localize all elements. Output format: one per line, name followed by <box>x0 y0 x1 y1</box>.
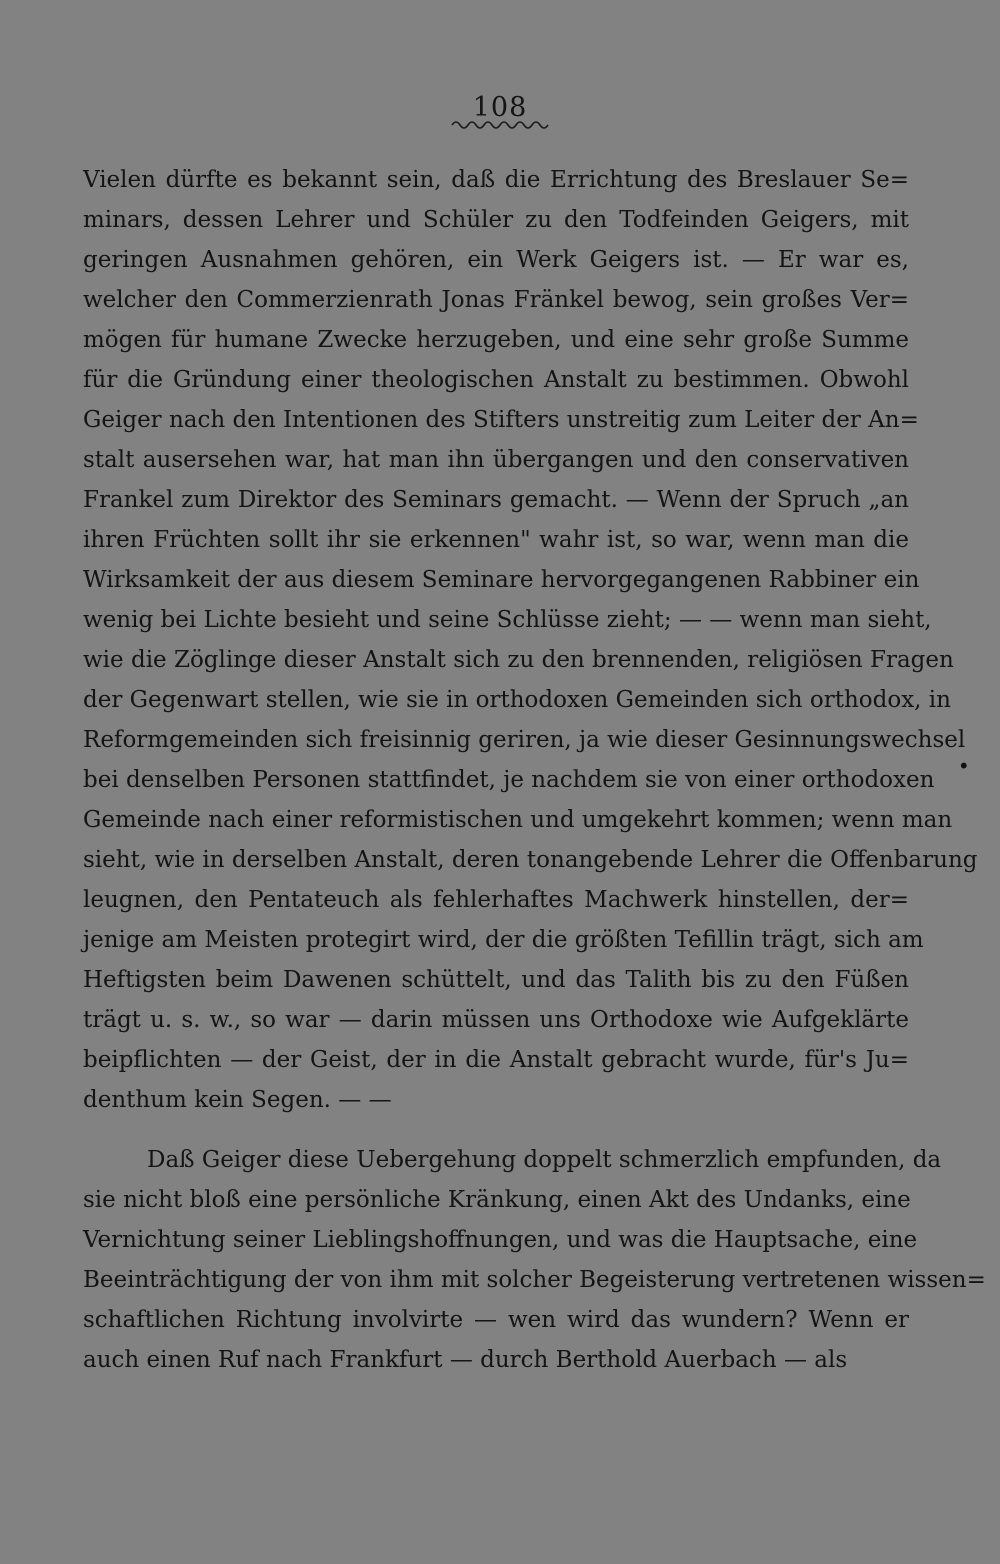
wavy-ornament-icon <box>450 118 552 132</box>
text-line: ihren Früchten sollt ihr sie erkennen" wahr ist, so war, wenn man die <box>83 527 909 553</box>
text-line: für die Gründung einer theologischen Anstalt zu bestimmen. Obwohl <box>83 367 909 393</box>
text-line: sie nicht bloß eine persönliche Kränkung, einen Akt des Undanks, eine <box>83 1187 911 1213</box>
paragraph-2 <box>83 1140 986 1380</box>
text-line: mögen für humane Zwecke herzugeben, und eine sehr große Summe <box>83 327 909 353</box>
text-line: denthum kein Segen. — — <box>83 1087 392 1113</box>
text-line: bei denselben Personen stattfindet, je nachdem sie von einer orthodoxen <box>83 767 935 793</box>
body-text <box>83 160 986 1380</box>
text-line: Gemeinde nach einer reformistischen und umgekehrt kommen; wenn man <box>83 807 953 833</box>
text-line: Geiger nach den Intentionen des Stifters unstreitig zum Leiter der An= <box>83 407 919 433</box>
text-line: jenige am Meisten protegirt wird, der die größten Tefillin trägt, sich am <box>83 927 924 953</box>
text-line: geringen Ausnahmen gehören, ein Werk Geigers ist. — Er war es, <box>83 247 909 273</box>
text-line: leugnen, den Pentateuch als fehlerhaftes Machwerk hinstellen, der= <box>83 887 909 913</box>
margin-mark: • <box>955 752 973 780</box>
paragraph-gap <box>83 1120 909 1140</box>
text-line: wenig bei Lichte besieht und seine Schlüsse zieht; — — wenn man sieht, <box>83 607 932 633</box>
page-number: 108 <box>472 92 528 123</box>
text-line: Heftigsten beim Dawenen schüttelt, und das Talith bis zu den Füßen <box>83 967 909 993</box>
text-line: beipflichten — der Geist, der in die Anstalt gebracht wurde, für's Ju= <box>83 1047 909 1073</box>
text-line: Vernichtung seiner Lieblingshoffnungen, und was die Hauptsache, eine <box>83 1227 918 1253</box>
text-line: sieht, wie in derselben Anstalt, deren tonangebende Lehrer die Offenbarung <box>83 847 978 873</box>
text-line: Daß Geiger diese Uebergehung doppelt schmerzlich empfunden, da <box>147 1147 942 1173</box>
text-line: auch einen Ruf nach Frankfurt — durch Berthold Auerbach — als <box>83 1347 848 1373</box>
text-line: Wirksamkeit der aus diesem Seminare hervorgegangenen Rabbiner ein <box>83 567 920 593</box>
text-line: trägt u. s. w., so war — darin müssen uns Orthodoxe wie Aufgeklärte <box>83 1007 909 1033</box>
paragraph-1 <box>83 160 978 1120</box>
text-line: wie die Zöglinge dieser Anstalt sich zu den brennenden, religiösen Fragen <box>83 647 954 673</box>
text-line: Vielen dürfte es bekannt sein, daß die Errichtung des Breslauer Se= <box>83 167 909 193</box>
text-line: schaftlichen Richtung involvirte — wen wird das wundern? Wenn er <box>83 1307 909 1333</box>
text-line: stalt ausersehen war, hat man ihn übergangen und den conservativen <box>83 447 909 473</box>
text-line: welcher den Commerzienrath Jonas Fränkel bewog, sein großes Ver= <box>83 287 909 313</box>
text-line: der Gegenwart stellen, wie sie in orthodoxen Gemeinden sich orthodox, in <box>83 687 951 713</box>
text-line: Reformgemeinden sich freisinnig geriren, ja wie dieser Gesinnungswechsel <box>83 727 966 753</box>
text-line: minars, dessen Lehrer und Schüler zu den Todfeinden Geigers, mit <box>83 207 909 233</box>
text-line: Frankel zum Direktor des Seminars gemacht. — Wenn der Spruch „an <box>83 487 909 513</box>
text-line: Beeinträchtigung der von ihm mit solcher Begeisterung vertretenen wissen= <box>83 1267 986 1293</box>
